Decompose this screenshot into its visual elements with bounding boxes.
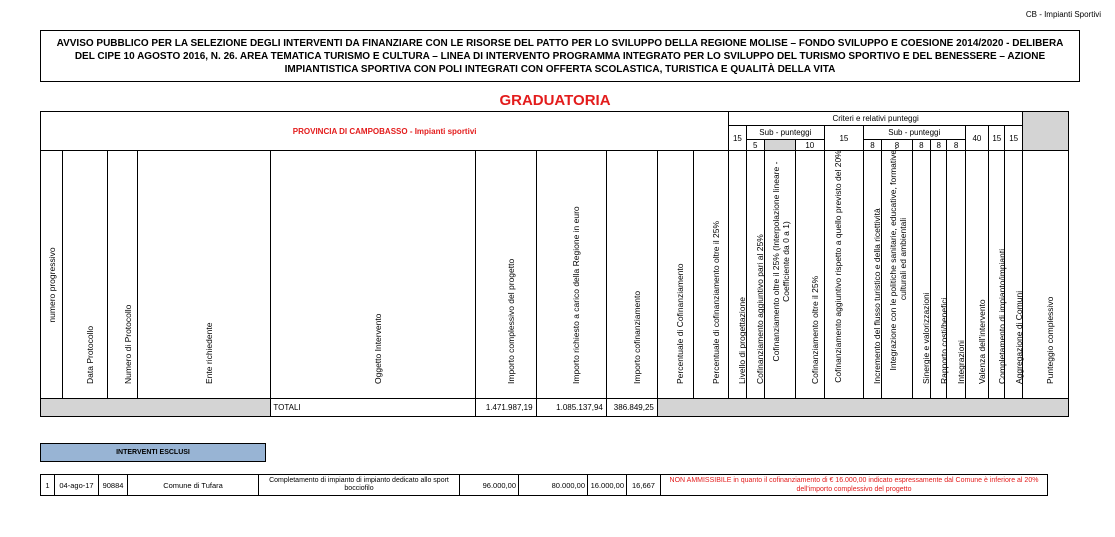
- col-data-label: Data Protocollo: [85, 325, 96, 384]
- col-cof20-label: Cofinanziamento aggiuntivo rispetto a quello previsto del 20%: [833, 150, 844, 383]
- col-livello: [729, 151, 746, 399]
- score-cof20: 15: [825, 126, 864, 151]
- page-title: GRADUATORIA: [499, 92, 611, 109]
- score-completamento: 15: [989, 126, 1005, 151]
- excluded-section-label: INTERVENTI ESCLUSI: [40, 443, 266, 462]
- col-perc-oltre-label: Percentuale di cofinanziamento oltre il 25%: [710, 220, 721, 384]
- col-numero: [41, 151, 63, 399]
- excluded-protocollo: 90884: [99, 475, 128, 496]
- totals-blank: [41, 399, 271, 417]
- col-aggregazione: [1005, 151, 1022, 399]
- header-filler: [1022, 112, 1068, 151]
- col-oggetto: [271, 151, 476, 399]
- col-perc-oltre: [693, 151, 729, 399]
- totals-label: TOTALI: [271, 399, 476, 417]
- score-livello: 15: [729, 126, 746, 151]
- col-cof20: [825, 151, 864, 399]
- col-rapporto: [931, 151, 947, 399]
- col-perc-cof: [657, 151, 693, 399]
- col-valenza: [965, 151, 988, 399]
- sub-scores-label: Sub - punteggi: [863, 126, 965, 140]
- col-protocollo: [108, 151, 138, 399]
- col-numero-label: numero progressivo: [46, 246, 57, 323]
- col-completamento: [989, 151, 1005, 399]
- excluded-perc-cof: 16,667: [627, 475, 661, 496]
- score-sub-b: 10: [795, 140, 825, 151]
- col-oggetto-label: Oggetto Intervento: [373, 313, 384, 384]
- col-politiche: [882, 147, 913, 399]
- col-livello-label: Livello di progettazione: [737, 297, 748, 384]
- col-data: [63, 151, 108, 399]
- col-cof-oltre: [795, 151, 825, 399]
- score-valenza: 40: [965, 126, 988, 151]
- province-title: PROVINCIA DI CAMPOBASSO - Impianti sportivi: [41, 112, 729, 151]
- excluded-oggetto: Completamento di impianto di impianto dedicato allo sport bocciofilo: [259, 475, 460, 496]
- col-cof-oltre-label: Cofinanziamento oltre il 25%: [809, 275, 820, 384]
- totals-row: [41, 399, 1069, 417]
- col-rapporto-label: Rapporto costi/benefici: [938, 297, 949, 384]
- col-perc-cof-label: Percentuale di Cofinanziamento: [675, 263, 686, 384]
- excluded-data: 04-ago-17: [55, 475, 99, 496]
- col-cof25: [746, 151, 764, 399]
- col-ente: [137, 151, 271, 399]
- notice-title: AVVISO PUBBLICO PER LA SELEZIONE DEGLI INTERVENTI DA FINANZIARE CON LE RISORSE DEL PATTO PER LO SVILUPPO DELLA REGIONE MOLISE – FONDO SVILUPPO E COESIONE 2014/2020 - DELIBERA DEL CIPE 10 AGOSTO 2016, N. 26. AREA TEMATICA TURISMO E CULTURA – LINEA DI INTERVENTO PROGRAMMA INTEGRATO PER LO SVILUPPO DEL TURISMO SPORTIVO E DEL BENESSERE – AZIONE IMPIANTISTICA SPORTIVA CON POLI INTEGRATI CON OFFERTA SCOLASTICA, TURISTICA E QUALITÀ DELLA VITA: [40, 30, 1080, 82]
- totals-filler: [657, 399, 1068, 417]
- col-politiche-label: Integrazione con le politiche sanitarie, educative, formative, culturali ed ambientali: [888, 147, 909, 371]
- excluded-note-text: in quanto il cofinanziamento di € 16.000,00 indicato espressamente dal Comune è inferiore al 20% dell'importo complessivo del progetto: [731, 477, 1039, 493]
- excluded-importo-totale: 96.000,00: [460, 475, 519, 496]
- col-valenza-label: Valenza dell'intervento: [976, 299, 987, 384]
- col-integrazioni: [947, 151, 965, 399]
- score-politiche: 8: [882, 140, 913, 151]
- col-integrazioni-label: Integrazioni: [956, 340, 967, 384]
- ranking-table: [40, 111, 1069, 417]
- score-integrazioni: 8: [947, 140, 965, 151]
- col-importo-regione: [536, 151, 606, 399]
- col-punteggio-label: Punteggio complessivo: [1045, 296, 1056, 384]
- col-sinergie: [912, 151, 930, 399]
- col-cof-interp: [764, 151, 795, 399]
- col-cof-interp-label: Cofinanziamento oltre il 25% (Interpolazione lineare - Coefficiente da 0 a 1): [770, 161, 791, 362]
- excluded-note: [661, 475, 1048, 496]
- score-sub-a: 5: [746, 140, 764, 151]
- excluded-note-prefix: NON AMMISSIBILE: [669, 477, 732, 484]
- col-protocollo-label: Numero di Protocollo: [122, 304, 133, 384]
- col-ente-label: Ente richiedente: [204, 322, 215, 384]
- excluded-numero: 1: [41, 475, 55, 496]
- score-flusso: 8: [863, 140, 881, 151]
- col-importo-totale-label: Importo complessivo del progetto: [505, 258, 516, 384]
- totals-importo-totale: 1.471.987,19: [476, 399, 536, 417]
- col-importo-cof-label: Importo cofinanziamento: [631, 290, 642, 384]
- excluded-ente: Comune di Tufara: [128, 475, 259, 496]
- col-importo-cof: [606, 151, 657, 399]
- criteria-header: Criteri e relativi punteggi: [729, 112, 1023, 126]
- excluded-row: [41, 475, 1048, 496]
- col-aggregazione-label: Aggregazione di Comuni: [1013, 290, 1024, 384]
- document-code: CB - Impianti Sportivi: [1025, 10, 1101, 19]
- col-flusso: [863, 151, 881, 399]
- score-sinergie: 8: [912, 140, 930, 151]
- totals-importo-regione: 1.085.137,94: [536, 399, 606, 417]
- score-aggregazione: 15: [1005, 126, 1022, 151]
- sub-scores-label: Sub - punteggi: [746, 126, 824, 140]
- score-rapporto: 8: [931, 140, 947, 151]
- excluded-table: [40, 474, 1048, 496]
- excluded-importo-cof: 16.000,00: [588, 475, 627, 496]
- col-cof25-label: Cofinanziamento aggiuntivo pari al 25%: [755, 234, 766, 384]
- col-importo-totale: [476, 151, 536, 399]
- col-sinergie-label: Sinergie e valorizzazioni: [921, 292, 932, 384]
- col-importo-regione-label: Importo richiesto a carico della Regione in euro: [571, 206, 582, 384]
- totals-importo-cof: 386.849,25: [606, 399, 657, 417]
- col-punteggio: [1022, 151, 1068, 399]
- col-flusso-label: Incremento del flusso turistico e della ricettività: [872, 208, 883, 384]
- col-completamento-label: Completamento di impianto/impianti: [996, 248, 1007, 384]
- excluded-importo-regione: 80.000,00: [519, 475, 588, 496]
